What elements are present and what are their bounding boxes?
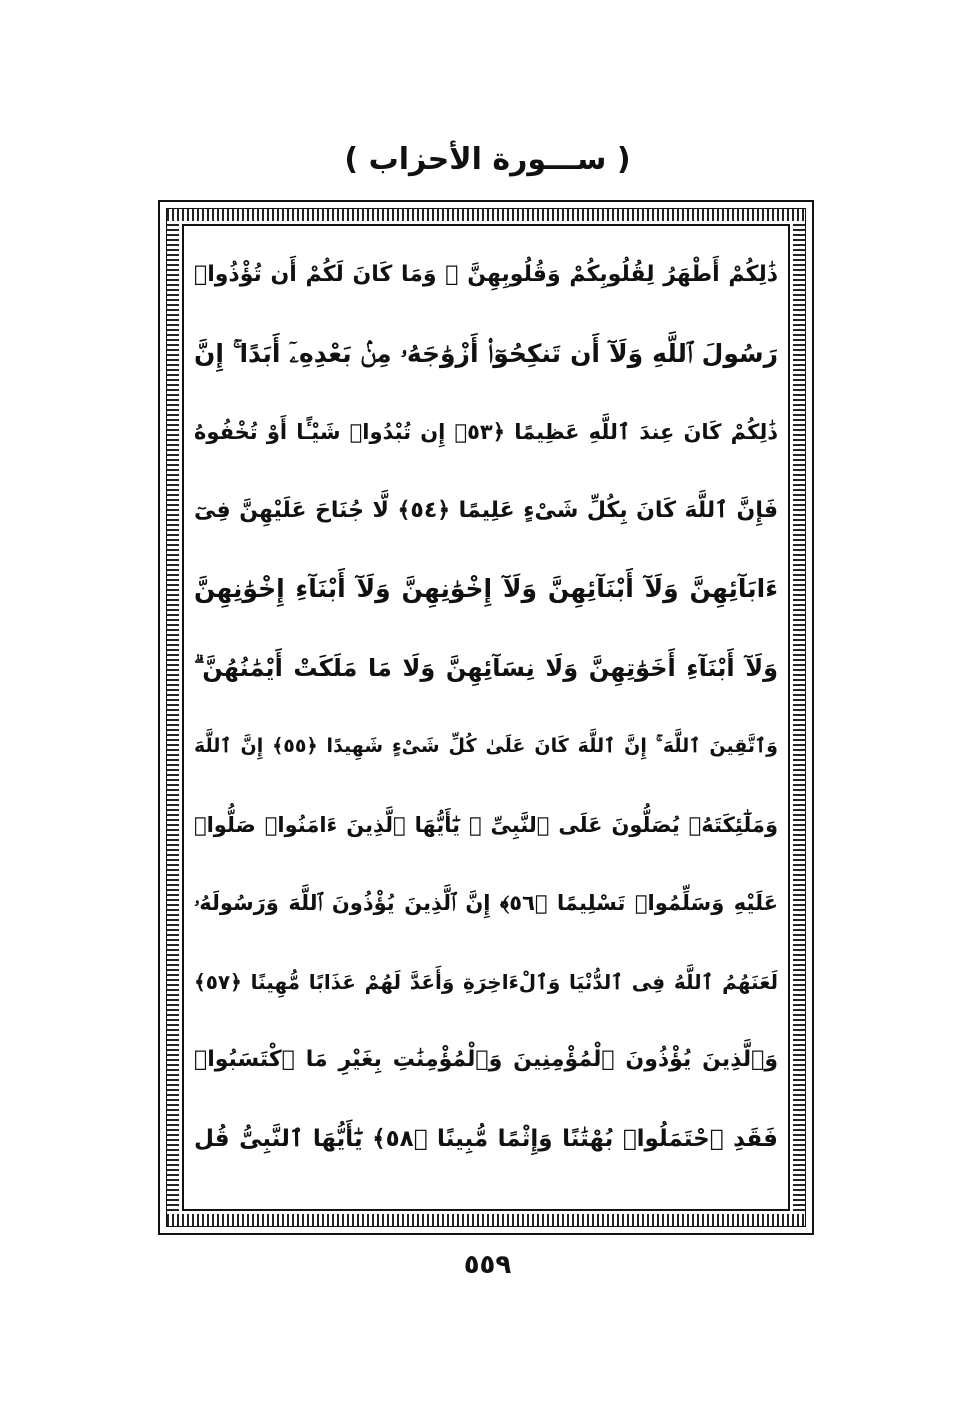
page-border-frame (158, 200, 814, 1235)
surah-title: ( ســـورة الأحزاب ) (344, 142, 631, 177)
text-line: ذَٰلِكُمْ كَانَ عِندَ ٱللَّهِ عَظِيمًا ﴿٥٣﴾ إِن تُبْدُوا۟ شَيْـًٔا أَوْ تُخْفُوهُ (194, 420, 778, 444)
text-line: رَسُولَ ٱللَّهِ وَلَآ أَن تَنكِحُوٓا۟ أَزْوَٰجَهُۥ مِنۢ بَعْدِهِۦٓ أَبَدًا ۚ إِنَّ (194, 338, 778, 368)
text-line: ءَابَآئِهِنَّ وَلَآ أَبْنَآئِهِنَّ وَلَآ إِخْوَٰنِهِنَّ وَلَآ أَبْنَآءِ إِخْوَٰنِهِنَّ (194, 574, 778, 603)
text-line: فَقَدِ ٱحْتَمَلُوا۟ بُهْتَٰنًا وَإِثْمًا مُّبِينًا ﴿٥٨﴾ يَٰٓأَيُّهَا ٱلنَّبِىُّ قُل (194, 1125, 778, 1152)
text-line: وَٱتَّقِينَ ٱللَّهَ ۚ إِنَّ ٱللَّهَ كَانَ عَلَىٰ كُلِّ شَىْءٍ شَهِيدًا ﴿٥٥﴾ إِنَّ ٱللَّهَ (194, 735, 778, 757)
text-line: ذَٰلِكُمْ أَطْهَرُ لِقُلُوبِكُمْ وَقُلُوبِهِنَّ ۚ وَمَا كَانَ لَكُمْ أَن تُؤْذُوا۟ (194, 262, 778, 287)
text-line: لَعَنَهُمُ ٱللَّهُ فِى ٱلدُّنْيَا وَٱلْءَاخِرَةِ وَأَعَدَّ لَهُمْ عَذَابًا مُّهِينًا ﴿٥٧﴾ (194, 969, 778, 994)
text-line: وَلَآ أَبْنَآءِ أَخَوَٰتِهِنَّ وَلَا نِسَآئِهِنَّ وَلَا مَا مَلَكَتْ أَيْمَٰنُهُنَّ ۗ (194, 653, 778, 682)
text-line: وَٱلَّذِينَ يُؤْذُونَ ٱلْمُؤْمِنِينَ وَٱلْمُؤْمِنَٰتِ بِغَيْرِ مَا ٱكْتَسَبُوا۟ (194, 1047, 778, 1072)
page-number: ٥٥٩ (463, 1250, 512, 1280)
text-line: فَإِنَّ ٱللَّهَ كَانَ بِكُلِّ شَىْءٍ عَلِيمًا ﴿٥٤﴾ لَّا جُنَاحَ عَلَيْهِنَّ فِىٓ (194, 497, 778, 523)
text-line: عَلَيْهِ وَسَلِّمُوا۟ تَسْلِيمًا ﴿٥٦﴾ إِنَّ ٱلَّذِينَ يُؤْذُونَ ٱللَّهَ وَرَسُولَهُۥ (194, 891, 778, 915)
quran-text-body (194, 236, 778, 1199)
text-line: وَمَلَٰٓئِكَتَهُۥ يُصَلُّونَ عَلَى ٱلنَّبِىِّ ۚ يَٰٓأَيُّهَا ٱلَّذِينَ ءَامَنُوا۟ صَلُّوا۟ (194, 812, 778, 837)
